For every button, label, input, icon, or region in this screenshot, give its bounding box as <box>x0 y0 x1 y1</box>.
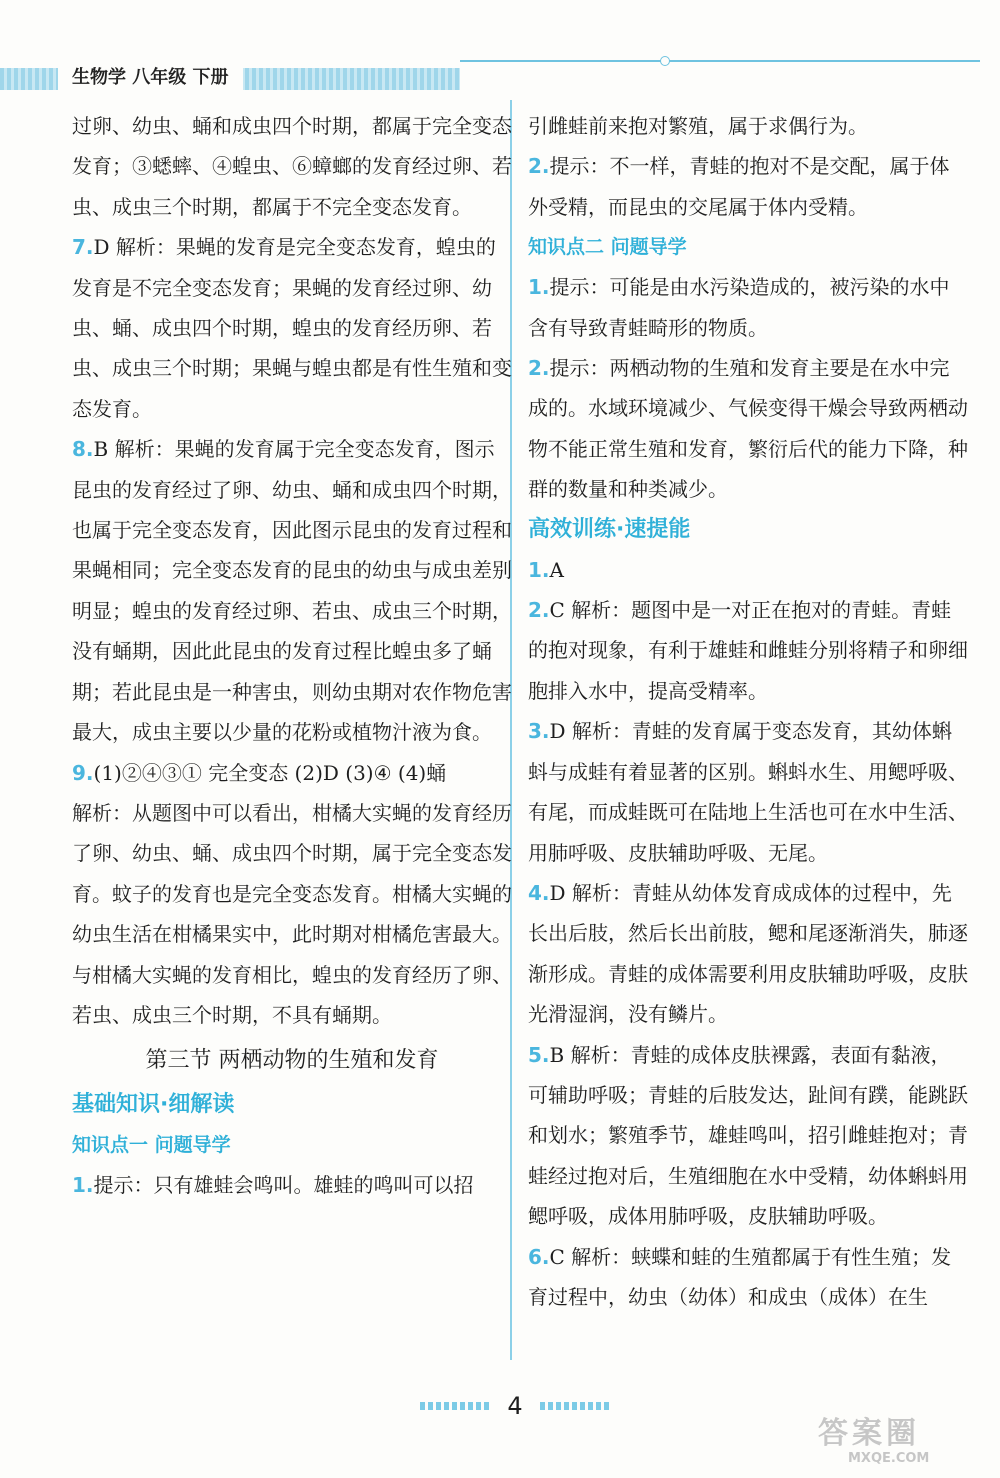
page-header <box>0 60 1000 100</box>
kp1-answer-2-number: 2. <box>528 154 550 179</box>
footer-deco-right <box>540 1402 612 1410</box>
training-answer-6-text: C 解析：蛱蝶和蛙的生殖都属于有性生殖；发育过程中，幼虫（幼体）和成虫（成体）在生 <box>528 1244 952 1309</box>
answer-7-number: 7. <box>72 235 94 260</box>
answer-7 <box>72 227 512 429</box>
training-answer-3-text: D 解析：青蛙的发育属于变态发育，其幼体蝌蚪与成蛙有着显著的区别。蝌蚪水生、用鳃呼吸、有尾，而成蛙既可在陆地上生活也可在水中生活、用肺呼吸、皮肤辅助呼吸、无尾。 <box>528 719 968 865</box>
answer-8-text: B 解析：果蝇的发育属于完全变态发育，图示昆虫的发育经过了卵、幼虫、蛹和成虫四个时期，也属于完全变态发育，因此图示昆虫的发育过程和果蝇相同；完全变态发育的昆虫的幼虫与成虫差别明显；蝗虫的发育经过卵、若虫、成虫三个时期，没有蛹期，因此此昆虫的发育过程比蝗虫多了蛹期；若此昆虫是一种害虫，则幼虫期对农作物危害最大，成虫主要以少量的花粉或植物汁液为食。 <box>72 437 512 745</box>
book-title: 生物学 八年级 下册 <box>58 62 243 94</box>
answer-7-text: D 解析：果蝇的发育是完全变态发育，蝗虫的发育是不完全变态发育；果蝇的发育经过卵、幼虫、蛹、成虫四个时期，蝗虫的发育经历卵、若虫、成虫三个时期；果蝇与蝗虫都是有性生殖和变态发育。 <box>72 235 512 421</box>
continued-text: 引雌蛙前来抱对繁殖，属于求偶行为。 <box>528 114 868 138</box>
answer-9-number: 9. <box>72 760 94 785</box>
training-answer-3-number: 3. <box>528 719 550 744</box>
watermark-url: MXQE.COM <box>848 1451 930 1466</box>
kp2-answer-2-number: 2. <box>528 356 550 381</box>
kp2-answer-1-number: 1. <box>528 275 550 300</box>
right-column <box>528 106 968 1317</box>
training-answer-4-number: 4. <box>528 880 550 905</box>
training-answer-1-text: A <box>549 557 564 582</box>
training-answer-6-number: 6. <box>528 1244 550 1269</box>
training-answer-5-text: B 解析：青蛙的成体皮肤裸露，表面有黏液，可辅助呼吸；青蛙的后肢发达，趾间有蹼，能跳跃和划水；繁殖季节，雄蛙鸣叫，招引雌蛙抱对；青蛙经过抱对后，生殖细胞在水中受精，幼体蝌蚪用鳃呼吸，成体用肺呼吸，皮肤辅助呼吸。 <box>528 1042 968 1229</box>
watermark <box>818 1418 988 1474</box>
training-answer-5-number: 5. <box>528 1042 550 1067</box>
training-answer-2 <box>528 590 968 711</box>
intro-paragraph: 过卵、幼虫、蛹和成虫四个时期，都属于完全变态发育；③蟋蟀、④蝗虫、⑥蟑螂的发育经过卵、若虫、成虫三个时期，都属于不完全变态发育。 <box>72 114 512 219</box>
training-answer-1 <box>528 550 968 590</box>
kp1-answer-1-text: 提示：只有雄蛙会鸣叫。雄蛙的鸣叫可以招 <box>93 1173 474 1198</box>
training-answer-1-number: 1. <box>528 557 550 582</box>
kp1-answer-1-number: 1. <box>72 1173 94 1198</box>
watermark-text: 答案圈 <box>818 1416 920 1451</box>
training-answer-4 <box>528 873 968 1035</box>
training-answer-2-number: 2. <box>528 598 550 623</box>
training-heading: 高效训练·速提能 <box>528 516 691 542</box>
knowledge-point-1-heading: 知识点一 问题导学 <box>72 1134 231 1157</box>
kp1-answer-2 <box>528 146 968 227</box>
knowledge-point-2-heading: 知识点二 问题导学 <box>528 236 687 259</box>
header-rule <box>460 60 980 62</box>
kp2-answer-2-text: 提示：两栖动物的生殖和发育主要是在水中完成的。水域环境减少、气候变得干燥会导致两栖动物不能正常生殖和发育，繁衍后代的能力下降，种群的数量和种类减少。 <box>528 356 968 502</box>
header-rule-dot <box>660 56 670 66</box>
answer-9-text: (1)②④③① 完全变态 (2)D (3)④ (4)蛹 <box>93 760 447 785</box>
training-answer-6 <box>528 1237 968 1318</box>
footer-deco-left <box>420 1402 492 1410</box>
kp2-answer-1-text: 提示：可能是由水污染造成的，被污染的水中含有导致青蛙畸形的物质。 <box>528 275 950 340</box>
basic-knowledge-heading: 基础知识·细解读 <box>72 1092 235 1118</box>
answer-8 <box>72 429 512 752</box>
training-answer-2-text: C 解析：题图中是一对正在抱对的青蛙。青蛙的抱对现象，有利于雄蛙和雌蛙分别将精子和卵细胞排入水中，提高受精率。 <box>528 598 968 703</box>
kp1-answer-1 <box>72 1165 512 1205</box>
kp2-answer-2 <box>528 348 968 510</box>
answer-8-number: 8. <box>72 437 94 462</box>
training-answer-5 <box>528 1035 968 1237</box>
kp2-answer-1 <box>528 267 968 348</box>
section-title: 第三节 两栖动物的生殖和发育 <box>145 1048 439 1074</box>
training-answer-4-text: D 解析：青蛙从幼体发育成成体的过程中，先长出后肢，然后长出前肢，鳃和尾逐渐消失，肺逐渐形成。青蛙的成体需要利用皮肤辅助呼吸，皮肤光滑湿润，没有鳞片。 <box>528 880 968 1027</box>
training-answer-3 <box>528 711 968 873</box>
answer-9-analysis: 解析：从题图中可以看出，柑橘大实蝇的发育经历了卵、幼虫、蛹、成虫四个时期，属于完全变态发育。蚊子的发育也是完全变态发育。柑橘大实蝇的幼虫生活在柑橘果实中，此时期对柑橘危害最大。与柑橘大实蝇的发育相比，蝗虫的发育经历了卵、若虫、成虫三个时期，不具有蛹期。 <box>72 800 512 1027</box>
left-column <box>72 106 512 1206</box>
page-number: 4 <box>507 1392 523 1420</box>
answer-9 <box>72 753 512 793</box>
kp1-answer-2-text: 提示：不一样，青蛙的抱对不是交配，属于体外受精，而昆虫的交尾属于体内受精。 <box>528 154 950 219</box>
